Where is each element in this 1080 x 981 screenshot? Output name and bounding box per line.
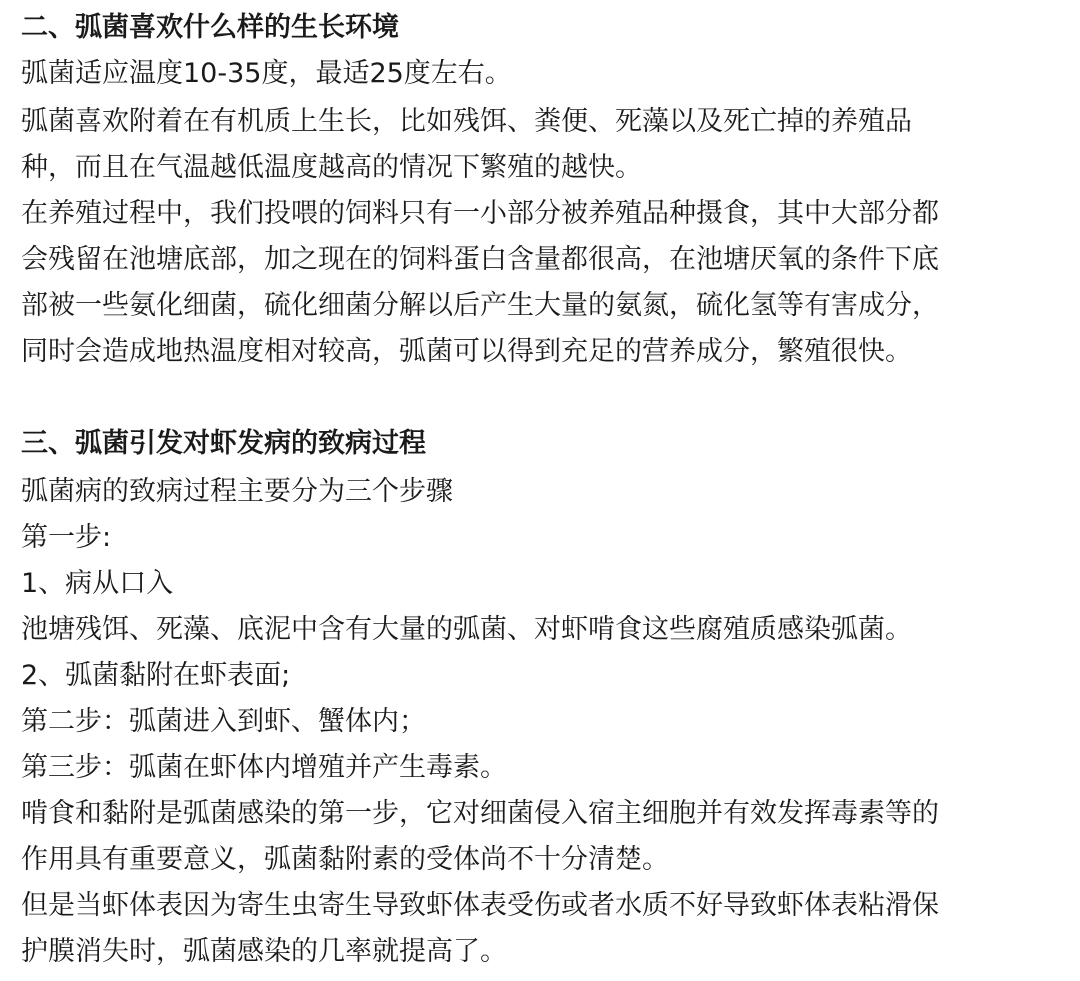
section-3-line-5: 2、弧菌黏附在虾表面; (21, 660, 291, 691)
section-2-heading: 二、弧菌喜欢什么样的生长环境 (21, 12, 399, 43)
section-3-line-11: 护膜消失时，弧菌感染的几率就提高了。 (21, 936, 507, 967)
section-3-line-6: 第二步：弧菌进入到虾、蟹体内； (21, 706, 426, 737)
section-2-line-7: 同时会造成地热温度相对较高，弧菌可以得到充足的营养成分，繁殖很快。 (21, 336, 912, 367)
section-3-line-7: 第三步：弧菌在虾体内增殖并产生毒素。 (21, 752, 507, 783)
section-3-line-8: 啃食和黏附是弧菌感染的第一步，它对细菌侵入宿主细胞并有效发挥毒素等的 (21, 798, 939, 829)
section-3-heading: 三、弧菌引发对虾发病的致病过程 (21, 428, 426, 459)
section-2-line-4: 在养殖过程中，我们投喂的饲料只有一小部分被养殖品种摄食，其中大部分都 (21, 198, 939, 229)
section-3-line-2: 第一步: (21, 522, 112, 553)
section-3-line-4: 池塘残饵、死藻、底泥中含有大量的弧菌、对虾啃食这些腐殖质感染弧菌。 (21, 614, 912, 645)
section-3-line-10: 但是当虾体表因为寄生虫寄生导致虾体表受伤或者水质不好导致虾体表粘滑保 (21, 890, 939, 921)
section-3-line-3: 1、病从口入 (21, 568, 174, 599)
section-2-line-2: 弧菌喜欢附着在有机质上生长，比如残饵、粪便、死藻以及死亡掉的养殖品 (21, 106, 912, 137)
section-2-line-6: 部被一些氨化细菌，硫化细菌分解以后产生大量的氨氮，硫化氢等有害成分， (21, 290, 939, 321)
section-2-line-1: 弧菌适应温度10-35度，最适25度左右。 (21, 58, 512, 89)
section-3-line-9: 作用具有重要意义，弧菌黏附素的受体尚不十分清楚。 (21, 844, 669, 875)
section-2-line-3: 种，而且在气温越低温度越高的情况下繁殖的越快。 (21, 152, 642, 183)
section-2-line-5: 会残留在池塘底部，加之现在的饲料蛋白含量都很高，在池塘厌氧的条件下底 (21, 244, 939, 275)
section-3-line-1: 弧菌病的致病过程主要分为三个步骤 (21, 476, 453, 507)
